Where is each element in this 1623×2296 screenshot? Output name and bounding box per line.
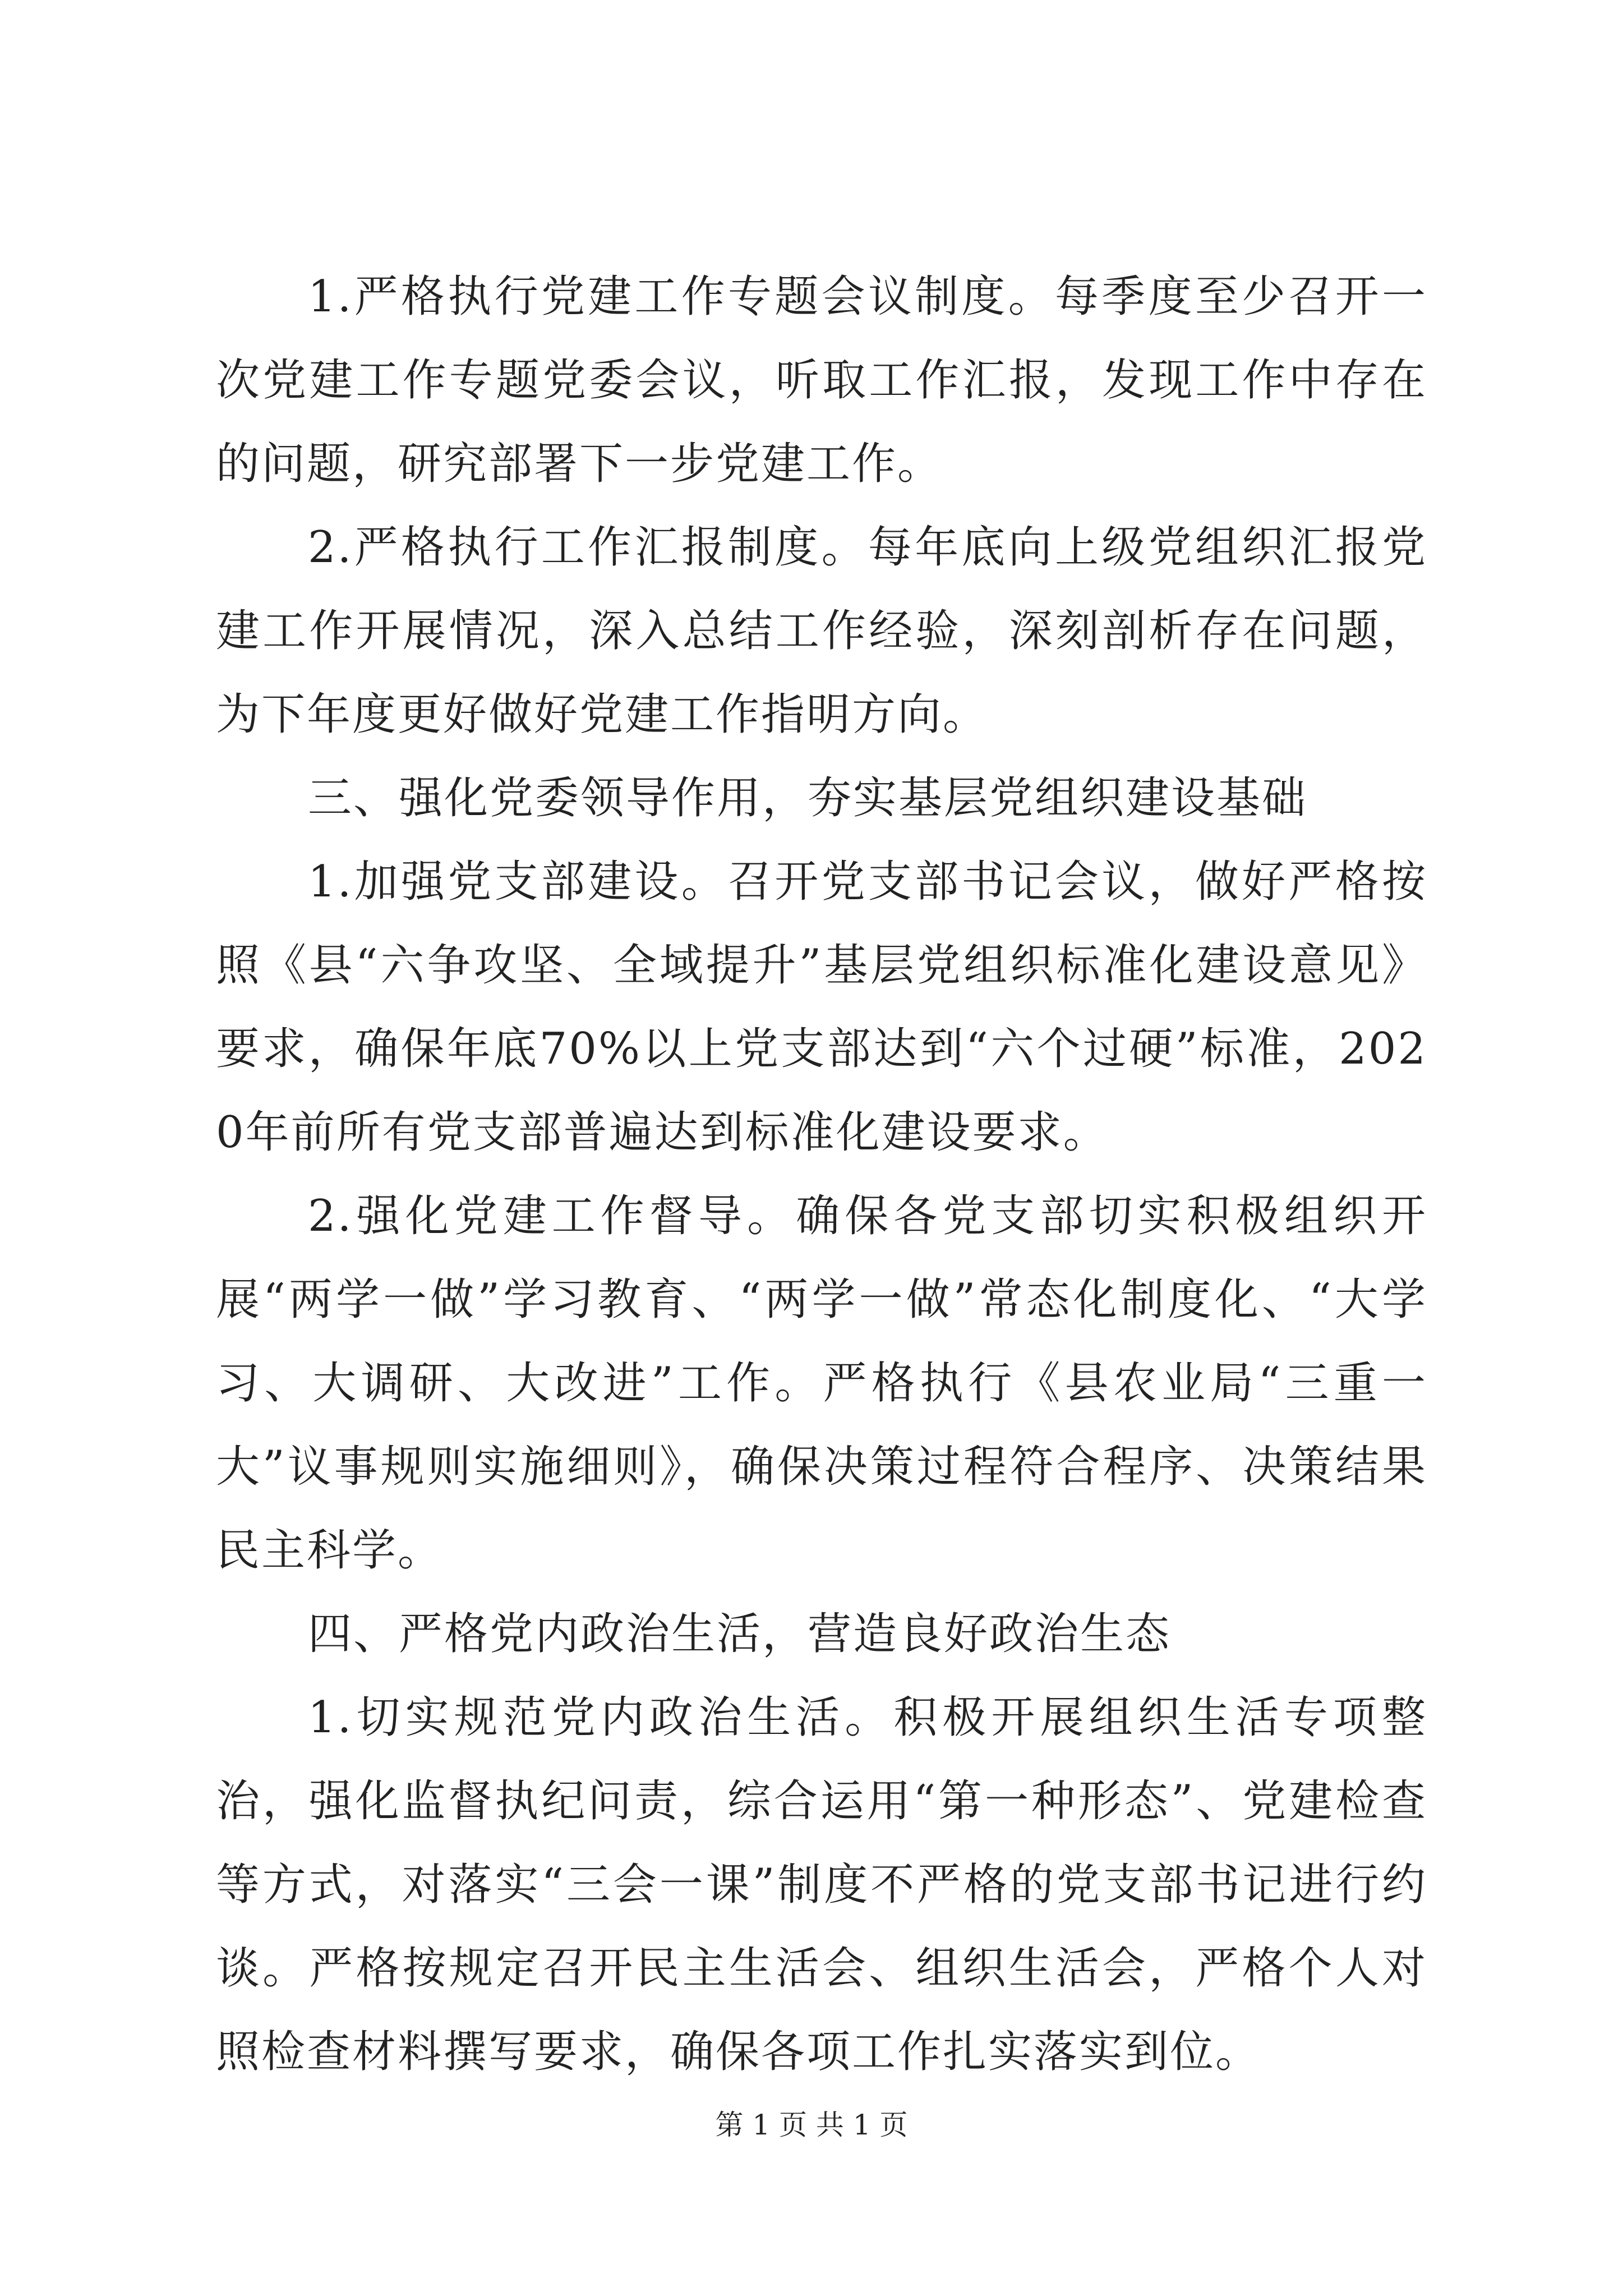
page-footer: 第 1 页 共 1 页 [715,2109,908,2141]
paragraph-report-system: 2.严格执行工作汇报制度。每年底向上级党组织汇报党建工作开展情况，深入总结工作经验，深刻剖析存在问题，为下年度更好做好党建工作指明方向。 [216,522,1427,740]
section-heading-three: 三、强化党委领导作用，夯实基层党组织建设基础 [308,773,1308,823]
paragraph-supervision: 2.强化党建工作督导。确保各党支部切实积极组织开展“两学一做”学习教育、“两学一做”常态化制度化、“大学习、大调研、大改进”工作。严格执行《县农业局“三重一大”议事规则实施细则》，确保决策过程符合程序、决策结果民主科学。 [216,1191,1427,1576]
document-body [216,255,1427,2094]
paragraph-meeting-system: 1.严格执行党建工作专题会议制度。每季度至少召开一次党建工作专题党委会议，听取工作汇报，发现工作中存在的问题，研究部署下一步党建工作。 [216,272,1427,489]
section-heading-four: 四、严格党内政治生活，营造良好政治生态 [308,1609,1172,1659]
paragraph-branch-building: 1.加强党支部建设。召开党支部书记会议，做好严格按照《县“六争攻坚、全域提升”基层党组织标准化建设意见》要求，确保年底70%以上党支部达到“六个过硬”标准，2020年前所有党支部普遍达到标准化建设要求。 [216,857,1427,1158]
paragraph-political-life: 1.切实规范党内政治生活。积极开展组织生活专项整治，强化监督执纪问责，综合运用“第一种形态”、党建检查等方式，对落实“三会一课”制度不严格的党支部书记进行约谈。严格按规定召开民主生活会、组织生活会，严格个人对照检查材料撰写要求，确保各项工作扎实落实到位。 [216,1692,1427,2077]
